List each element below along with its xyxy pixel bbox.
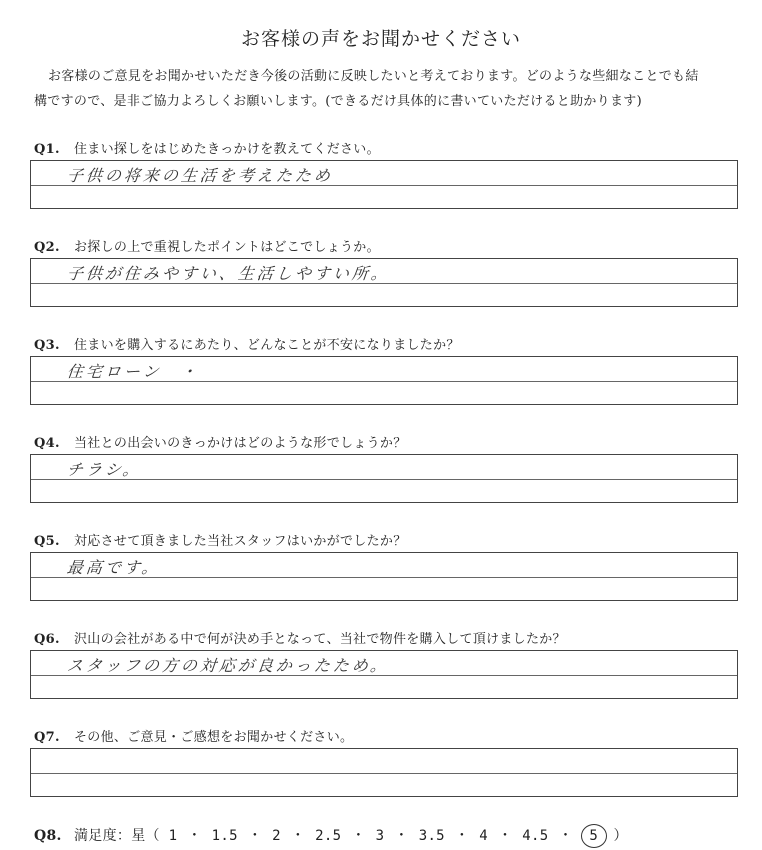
question-text: 沢山の会社がある中で何が決め手となって、当社で物件を購入して頂けましたか？ bbox=[74, 632, 566, 647]
handwritten-answer: 最高です。 bbox=[65, 558, 162, 577]
rating-options bbox=[165, 828, 609, 844]
question-number: Q3. bbox=[34, 338, 60, 353]
answer-box-2[interactable] bbox=[30, 258, 738, 307]
intro-text bbox=[34, 64, 739, 114]
rating-separator: ・ bbox=[497, 828, 513, 844]
question-text: 住まい探しをはじめたきっかけを教えてください。 bbox=[74, 142, 380, 157]
rating-separator: ・ bbox=[351, 828, 366, 844]
rating-option-2[interactable]: 2 bbox=[272, 828, 281, 844]
rating-close: ） bbox=[613, 828, 628, 844]
question-3 bbox=[34, 334, 460, 353]
rating-separator: ・ bbox=[558, 828, 573, 844]
answer-box-6[interactable] bbox=[30, 650, 738, 699]
rating-separator: ・ bbox=[454, 828, 470, 844]
question-number: Q6. bbox=[34, 632, 60, 647]
question-2 bbox=[34, 236, 380, 255]
rating-option-5[interactable]: 5 bbox=[581, 824, 607, 848]
question-number: Q5. bbox=[34, 534, 60, 549]
answer-box-5[interactable] bbox=[30, 552, 738, 601]
question-1 bbox=[34, 138, 380, 157]
satisfaction-label: 満足度：星（ bbox=[74, 828, 160, 844]
question-number: Q1. bbox=[34, 142, 60, 157]
rating-option-4[interactable]: 4 bbox=[479, 828, 488, 844]
question-text: お探しの上で重視したポイントはどこでしょうか。 bbox=[74, 240, 380, 255]
question-text: 住まいを購入するにあたり、どんなことが不安になりましたか？ bbox=[74, 338, 460, 353]
question-4 bbox=[34, 432, 407, 451]
rating-option-1[interactable]: 1 bbox=[168, 828, 178, 844]
rating-option-2-5[interactable]: 2.5 bbox=[315, 828, 342, 844]
question-text: 対応させて頂きました当社スタッフはいかがでしたか？ bbox=[74, 534, 407, 549]
answer-box-1[interactable] bbox=[30, 160, 738, 209]
satisfaction-rating bbox=[34, 824, 628, 848]
question-number: Q8. bbox=[34, 828, 62, 844]
question-number: Q4. bbox=[34, 436, 60, 451]
question-text: その他、ご意見・ご感想をお聞かせください。 bbox=[74, 730, 354, 745]
rating-option-3-5[interactable]: 3.5 bbox=[418, 828, 445, 844]
question-number: Q2. bbox=[34, 240, 60, 255]
question-text: 当社との出会いのきっかけはどのような形でしょうか？ bbox=[74, 436, 407, 451]
rating-option-4-5[interactable]: 4.5 bbox=[522, 828, 549, 844]
question-5 bbox=[34, 530, 407, 549]
rating-separator: ・ bbox=[187, 828, 202, 844]
intro-line-1: お客様のご意見をお聞かせいただき今後の活動に反映したいと考えております。どのような些細なことでも結 bbox=[48, 69, 699, 84]
rating-option-1-5[interactable]: 1.5 bbox=[211, 828, 238, 844]
rating-separator: ・ bbox=[394, 828, 409, 844]
handwritten-answer: 住宅ローン ・ bbox=[65, 362, 201, 381]
answer-box-4[interactable] bbox=[30, 454, 738, 503]
intro-line-2: 構ですので、是非ご協力よろしくお願いします。(できるだけ具体的に書いていただけると助かります) bbox=[34, 94, 642, 109]
handwritten-answer: チラシ。 bbox=[65, 460, 143, 479]
handwritten-answer: 子供の将来の生活を考えたため bbox=[65, 166, 334, 185]
question-7 bbox=[34, 726, 353, 745]
answer-box-3[interactable] bbox=[30, 356, 738, 405]
rating-option-3[interactable]: 3 bbox=[375, 828, 385, 844]
rating-separator: ・ bbox=[247, 828, 263, 844]
handwritten-answer: スタッフの方の対応が良かったため。 bbox=[65, 656, 391, 675]
answer-box-7[interactable] bbox=[30, 748, 738, 797]
page-title: お客様の声をお聞かせください bbox=[240, 28, 521, 50]
question-6 bbox=[34, 628, 566, 647]
handwritten-answer: 子供が住みやすい、生活しやすい所。 bbox=[65, 264, 391, 283]
rating-separator: ・ bbox=[290, 828, 306, 844]
question-number: Q7. bbox=[34, 730, 60, 745]
